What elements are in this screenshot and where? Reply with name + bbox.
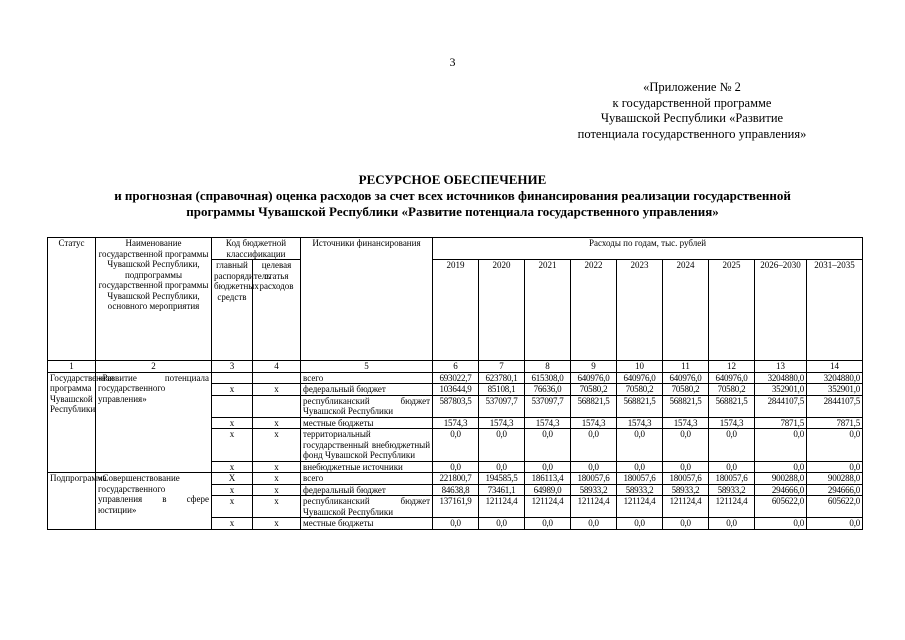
row-value: 58933,2: [617, 484, 663, 496]
row-code: x: [212, 484, 253, 496]
row-value: 64989,0: [525, 484, 571, 496]
row-status: Государственная программа Чувашской Республики: [48, 372, 96, 473]
row-value: 900288,0: [807, 473, 863, 485]
row-target: x: [253, 473, 301, 485]
appendix-note: [542, 80, 842, 142]
row-value: 194585,5: [479, 473, 525, 485]
row-value: 0,0: [571, 429, 617, 462]
row-status: Подпрограмма: [48, 473, 96, 530]
header-year: 2020: [479, 260, 525, 361]
row-code: x: [212, 496, 253, 518]
row-value: 640976,0: [663, 372, 709, 384]
row-value: 0,0: [663, 461, 709, 473]
row-value: 900288,0: [755, 473, 807, 485]
row-value: 568821,5: [709, 395, 755, 417]
row-value: 58933,2: [709, 484, 755, 496]
row-value: 180057,6: [663, 473, 709, 485]
row-value: 1574,3: [525, 417, 571, 429]
row-value: 1574,3: [571, 417, 617, 429]
header-year: 2025: [709, 260, 755, 361]
row-value: 0,0: [709, 461, 755, 473]
row-value: 294666,0: [807, 484, 863, 496]
row-value: 1574,3: [663, 417, 709, 429]
column-number: 14: [807, 361, 863, 373]
row-value: 0,0: [663, 518, 709, 530]
column-number: 13: [755, 361, 807, 373]
row-value: 1574,3: [433, 417, 479, 429]
page-number: 3: [449, 55, 456, 69]
row-target: x: [253, 461, 301, 473]
title-line: РЕСУРСНОЕ ОБЕСПЕЧЕНИЕ: [358, 172, 547, 187]
header-year: 2022: [571, 260, 617, 361]
row-value: 0,0: [433, 429, 479, 462]
row-value: 537097,7: [525, 395, 571, 417]
row-target: x: [253, 384, 301, 396]
header-grbs: главный распорядитель бюджетных средств: [212, 260, 253, 361]
row-target: x: [253, 518, 301, 530]
row-value: 1574,3: [709, 417, 755, 429]
column-number: 9: [571, 361, 617, 373]
table-row: [48, 473, 863, 485]
row-value: 0,0: [663, 429, 709, 462]
row-value: 640976,0: [709, 372, 755, 384]
row-value: 76636,0: [525, 384, 571, 396]
row-source: федеральный бюджет: [301, 384, 433, 396]
row-value: 0,0: [433, 461, 479, 473]
row-value: 2844107,5: [755, 395, 807, 417]
row-value: 693022,7: [433, 372, 479, 384]
row-value: 294666,0: [755, 484, 807, 496]
row-value: 58933,2: [663, 484, 709, 496]
row-value: 85108,1: [479, 384, 525, 396]
column-number: 5: [301, 361, 433, 373]
row-value: 0,0: [479, 518, 525, 530]
row-value: 0,0: [807, 518, 863, 530]
appendix-line: к государственной программе: [612, 95, 772, 110]
row-value: 352901,0: [755, 384, 807, 396]
row-source: республиканский бюджет Чувашской Республики: [301, 496, 433, 518]
row-value: 186113,4: [525, 473, 571, 485]
header-year: 2021: [525, 260, 571, 361]
header-status: Статус: [48, 238, 96, 361]
row-value: 0,0: [755, 461, 807, 473]
row-value: 587803,5: [433, 395, 479, 417]
row-value: 568821,5: [617, 395, 663, 417]
title-line: и прогнозная (справочная) оценка расходов за счет всех источников финансирования реализации государственной: [114, 188, 791, 203]
row-code: [212, 372, 253, 384]
row-source: местные бюджеты: [301, 417, 433, 429]
row-value: 70580,2: [663, 384, 709, 396]
appendix-line: потенциала государственного управления»: [577, 126, 807, 141]
column-number: 7: [479, 361, 525, 373]
column-number: 10: [617, 361, 663, 373]
row-code: x: [212, 461, 253, 473]
row-source: территориальный государственный внебюджетный фонд Чувашской Республики: [301, 429, 433, 462]
row-value: 0,0: [807, 461, 863, 473]
column-number: 4: [253, 361, 301, 373]
header-name: Наименование государственной программы Чувашской Республики, подпрограммы государственной программы Чувашской Республики, основного мероприятия: [96, 238, 212, 361]
row-value: 70580,2: [571, 384, 617, 396]
row-source: внебюджетные источники: [301, 461, 433, 473]
header-year: 2024: [663, 260, 709, 361]
header-target: целевая статья расходов: [253, 260, 301, 361]
row-value: 73461,1: [479, 484, 525, 496]
row-name: «Совершенствование государственного управления в сфере юстиции»: [96, 473, 212, 530]
row-value: 121124,4: [479, 496, 525, 518]
row-value: 121124,4: [617, 496, 663, 518]
row-code: X: [212, 473, 253, 485]
row-value: 70580,2: [617, 384, 663, 396]
appendix-line: Чувашской Республики «Развитие: [600, 111, 784, 125]
row-value: 605622,0: [807, 496, 863, 518]
appendix-line: «Приложение № 2: [643, 80, 741, 94]
column-number: 3: [212, 361, 253, 373]
row-target: x: [253, 484, 301, 496]
row-value: 2844107,5: [807, 395, 863, 417]
row-code: [212, 395, 253, 417]
row-value: 58933,2: [571, 484, 617, 496]
row-value: 84638,8: [433, 484, 479, 496]
resource-table: [47, 237, 863, 530]
row-value: 0,0: [755, 429, 807, 462]
row-value: 137161,9: [433, 496, 479, 518]
column-number: 2: [96, 361, 212, 373]
row-value: 1574,3: [617, 417, 663, 429]
row-code: x: [212, 384, 253, 396]
row-value: 0,0: [617, 429, 663, 462]
row-value: 180057,6: [709, 473, 755, 485]
row-value: 0,0: [709, 429, 755, 462]
header-year: 2031–2035: [807, 260, 863, 361]
column-number: 6: [433, 361, 479, 373]
row-target: x: [253, 496, 301, 518]
row-value: 103644,9: [433, 384, 479, 396]
row-value: 568821,5: [571, 395, 617, 417]
row-value: 0,0: [617, 518, 663, 530]
title-line: программы Чувашской Республики «Развитие потенциала государственного управления»: [186, 204, 719, 219]
row-value: 0,0: [433, 518, 479, 530]
row-code: x: [212, 429, 253, 462]
row-value: 568821,5: [663, 395, 709, 417]
row-source: местные бюджеты: [301, 518, 433, 530]
row-value: 3204880,0: [807, 372, 863, 384]
row-value: 605622,0: [755, 496, 807, 518]
row-value: 121124,4: [525, 496, 571, 518]
row-value: 640976,0: [571, 372, 617, 384]
row-value: 121124,4: [571, 496, 617, 518]
column-number: 11: [663, 361, 709, 373]
row-value: 0,0: [571, 518, 617, 530]
row-value: 180057,6: [571, 473, 617, 485]
header-code: Код бюджетной классификации: [212, 238, 301, 260]
column-number: 12: [709, 361, 755, 373]
row-code: x: [212, 417, 253, 429]
header-year: 2026–2030: [755, 260, 807, 361]
column-number: 8: [525, 361, 571, 373]
row-value: 0,0: [617, 461, 663, 473]
row-value: 3204880,0: [755, 372, 807, 384]
row-value: 70580,2: [709, 384, 755, 396]
row-value: 7871,5: [807, 417, 863, 429]
row-source: всего: [301, 372, 433, 384]
row-value: 0,0: [479, 429, 525, 462]
column-number: 1: [48, 361, 96, 373]
row-value: 615308,0: [525, 372, 571, 384]
row-target: x: [253, 417, 301, 429]
row-value: 121124,4: [709, 496, 755, 518]
row-value: 121124,4: [663, 496, 709, 518]
row-value: 537097,7: [479, 395, 525, 417]
row-code: x: [212, 518, 253, 530]
row-value: 0,0: [807, 429, 863, 462]
row-target: x: [253, 429, 301, 462]
table-row: [48, 372, 863, 384]
header-year: 2023: [617, 260, 663, 361]
row-name: «Развитие потенциала государственного управления»: [96, 372, 212, 473]
row-value: 0,0: [525, 461, 571, 473]
row-value: 640976,0: [617, 372, 663, 384]
row-value: 7871,5: [755, 417, 807, 429]
row-value: 180057,6: [617, 473, 663, 485]
document-title: [40, 172, 865, 220]
row-target: [253, 395, 301, 417]
row-value: 0,0: [755, 518, 807, 530]
row-value: 623780,1: [479, 372, 525, 384]
row-value: 0,0: [525, 429, 571, 462]
header-expenses: Расходы по годам, тыс. рублей: [433, 238, 863, 260]
header-sources: Источники финансирования: [301, 238, 433, 361]
row-value: 0,0: [525, 518, 571, 530]
row-value: 0,0: [571, 461, 617, 473]
header-year: 2019: [433, 260, 479, 361]
row-value: 221800,7: [433, 473, 479, 485]
row-target: [253, 372, 301, 384]
row-source: федеральный бюджет: [301, 484, 433, 496]
row-value: 1574,3: [479, 417, 525, 429]
row-value: 0,0: [479, 461, 525, 473]
row-value: 0,0: [709, 518, 755, 530]
row-value: 352901,0: [807, 384, 863, 396]
row-source: всего: [301, 473, 433, 485]
row-source: республиканский бюджет Чувашской Республики: [301, 395, 433, 417]
